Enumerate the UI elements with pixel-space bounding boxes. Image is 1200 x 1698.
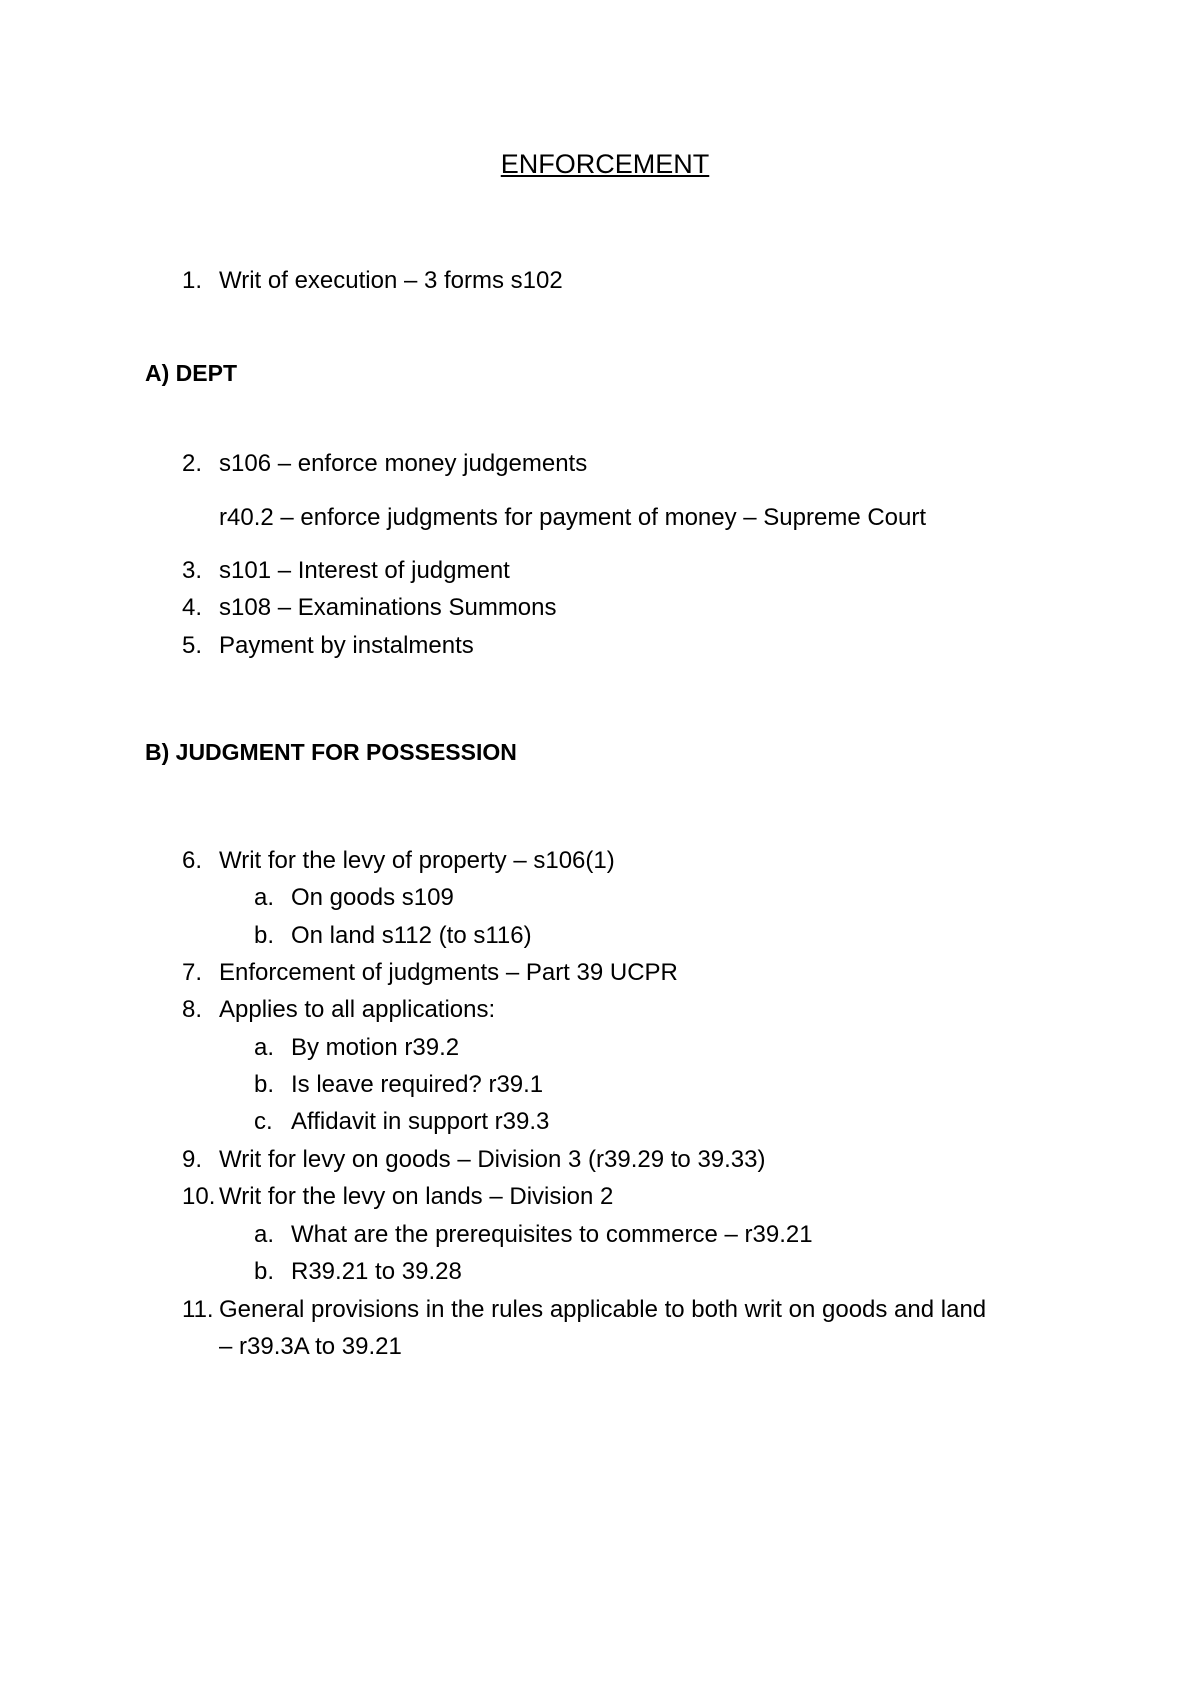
list-number: 10. [182,1183,216,1210]
list-item: Writ for the levy of property – s106(1) [219,847,615,874]
sub-list-item: What are the prerequisites to commerce – r39.21 [291,1221,813,1248]
section-heading-a: A) DEPT [145,360,237,386]
list-item: Writ for the levy on lands – Division 2 [219,1183,614,1210]
sub-list-letter: a. [254,884,275,911]
list-number: 2. [182,450,203,477]
sub-list-letter: a. [254,1034,275,1061]
list-item: Writ of execution – 3 forms s102 [219,267,563,294]
list-number: 4. [182,594,203,621]
sub-list-letter: a. [254,1221,275,1248]
list-number: 5. [182,632,203,659]
list-item: s101 – Interest of judgment [219,557,510,584]
sub-list-item: On goods s109 [291,884,454,911]
sub-list-letter: b. [254,1258,275,1285]
sub-list-item: R39.21 to 39.28 [291,1258,462,1285]
list-number: 1. [182,267,203,294]
list-number: 6. [182,847,203,874]
list-item: Applies to all applications: [219,996,496,1023]
list-item: Writ for levy on goods – Division 3 (r39.29 to 39.33) [219,1146,766,1173]
sub-list-letter: b. [254,1071,275,1098]
list-item: s106 – enforce money judgements [219,450,588,477]
sub-list-item: Affidavit in support r39.3 [291,1108,550,1135]
sub-list-item: Is leave required? r39.1 [291,1071,544,1098]
sub-list-item: On land s112 (to s116) [291,922,532,949]
sub-list-item: By motion r39.2 [291,1034,460,1061]
sub-list-letter: b. [254,922,275,949]
list-item-continuation: – r39.3A to 39.21 [219,1333,402,1360]
sub-list-letter: c. [254,1108,273,1135]
list-number: 7. [182,959,203,986]
list-item-continuation: r40.2 – enforce judgments for payment of money – Supreme Court [219,504,927,531]
list-number: 3. [182,557,203,584]
list-number: 11. [182,1296,214,1323]
section-heading-b: B) JUDGMENT FOR POSSESSION [145,739,517,765]
list-number: 8. [182,996,203,1023]
list-number: 9. [182,1146,203,1173]
list-item: s108 – Examinations Summons [219,594,557,621]
list-item: Payment by instalments [219,632,474,659]
document-title: ENFORCEMENT [500,149,710,179]
list-item: General provisions in the rules applicable to both writ on goods and land [219,1296,987,1323]
list-item: Enforcement of judgments – Part 39 UCPR [219,959,678,986]
